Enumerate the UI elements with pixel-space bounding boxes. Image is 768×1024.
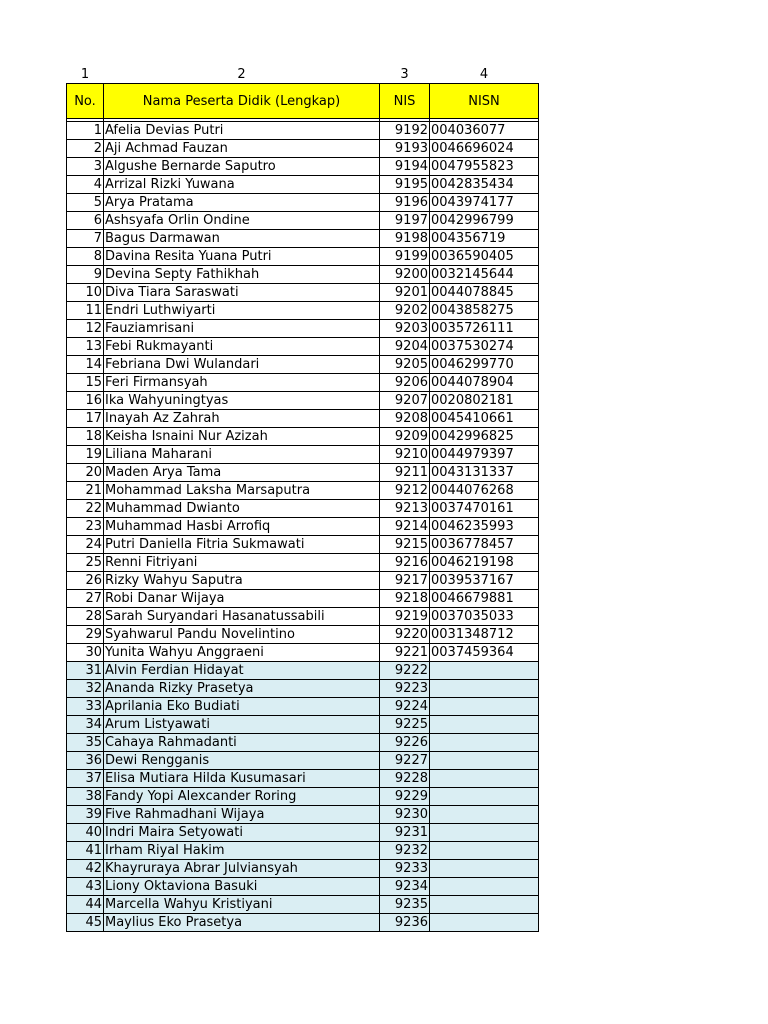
nis-cell[interactable]: 9235	[380, 896, 430, 914]
table-row[interactable]	[67, 140, 539, 158]
student-name-cell[interactable]: Five Rahmadhani Wijaya	[104, 806, 380, 824]
student-name-cell[interactable]: Keisha Isnaini Nur Azizah	[104, 428, 380, 446]
nisn-cell[interactable]: 0046696024	[430, 140, 539, 158]
spreadsheet	[66, 64, 539, 932]
row-number-cell[interactable]: 4	[67, 176, 104, 194]
nis-cell[interactable]: 9236	[380, 914, 430, 932]
table-row[interactable]	[67, 410, 539, 428]
nisn-cell[interactable]	[430, 770, 539, 788]
student-name-cell[interactable]: Bagus Darmawan	[104, 230, 380, 248]
student-name-cell[interactable]: Khayruraya Abrar Julviansyah	[104, 860, 380, 878]
nisn-cell[interactable]	[430, 842, 539, 860]
nisn-cell[interactable]: 0043858275	[430, 302, 539, 320]
table-row[interactable]	[67, 896, 539, 914]
nis-cell[interactable]: 9226	[380, 734, 430, 752]
row-number-cell[interactable]: 6	[67, 212, 104, 230]
row-number-cell[interactable]: 18	[67, 428, 104, 446]
nis-cell[interactable]: 9210	[380, 446, 430, 464]
row-number-cell[interactable]: 14	[67, 356, 104, 374]
row-number-cell[interactable]: 31	[67, 662, 104, 680]
row-number-cell[interactable]: 11	[67, 302, 104, 320]
nisn-cell[interactable]	[430, 878, 539, 896]
student-name-cell[interactable]: Fandy Yopi Alexcander Roring	[104, 788, 380, 806]
student-name-cell[interactable]: Arya Pratama	[104, 194, 380, 212]
row-number-cell[interactable]: 28	[67, 608, 104, 626]
table-row[interactable]	[67, 788, 539, 806]
row-number-cell[interactable]: 21	[67, 482, 104, 500]
table-row[interactable]	[67, 590, 539, 608]
row-number-cell[interactable]: 30	[67, 644, 104, 662]
nis-cell[interactable]: 9214	[380, 518, 430, 536]
student-name-cell[interactable]: Indri Maira Setyowati	[104, 824, 380, 842]
column-number: 1	[80, 67, 90, 82]
nisn-cell[interactable]	[430, 662, 539, 680]
table-row[interactable]	[67, 662, 539, 680]
nisn-cell[interactable]: 0044078845	[430, 284, 539, 302]
student-name-cell[interactable]: Renni Fitriyani	[104, 554, 380, 572]
student-name-cell[interactable]: Robi Danar Wijaya	[104, 590, 380, 608]
table-row[interactable]	[67, 680, 539, 698]
nisn-cell[interactable]: 0042835434	[430, 176, 539, 194]
nis-cell[interactable]: 9233	[380, 860, 430, 878]
nis-cell[interactable]: 9195	[380, 176, 430, 194]
row-number-cell[interactable]: 5	[67, 194, 104, 212]
nisn-cell[interactable]: 0037470161	[430, 500, 539, 518]
student-name-cell[interactable]: Liliana Maharani	[104, 446, 380, 464]
row-number-cell[interactable]: 17	[67, 410, 104, 428]
table-row[interactable]	[67, 752, 539, 770]
student-name-cell[interactable]: Sarah Suryandari Hasanatussabili	[104, 608, 380, 626]
table-row[interactable]	[67, 518, 539, 536]
table-row[interactable]	[67, 320, 539, 338]
nis-cell[interactable]: 9204	[380, 338, 430, 356]
student-name-cell[interactable]: Ananda Rizky Prasetya	[104, 680, 380, 698]
student-rows	[67, 122, 539, 932]
student-name-cell[interactable]: Endri Luthwiyarti	[104, 302, 380, 320]
nisn-cell[interactable]: 0044979397	[430, 446, 539, 464]
nis-cell[interactable]: 9202	[380, 302, 430, 320]
student-name-cell[interactable]: Inayah Az Zahrah	[104, 410, 380, 428]
row-number-cell[interactable]: 15	[67, 374, 104, 392]
student-name-cell[interactable]: Irham Riyal Hakim	[104, 842, 380, 860]
student-name-cell[interactable]: Maden Arya Tama	[104, 464, 380, 482]
nis-cell[interactable]: 9194	[380, 158, 430, 176]
nis-cell[interactable]: 9223	[380, 680, 430, 698]
nisn-cell[interactable]	[430, 752, 539, 770]
student-name-cell[interactable]: Maylius Eko Prasetya	[104, 914, 380, 932]
header-nis: NIS	[380, 84, 430, 119]
row-number-cell[interactable]: 20	[67, 464, 104, 482]
student-name-cell[interactable]: Mohammad Laksha Marsaputra	[104, 482, 380, 500]
row-number-cell[interactable]: 42	[67, 860, 104, 878]
nisn-cell[interactable]: 0046235993	[430, 518, 539, 536]
table-row[interactable]	[67, 842, 539, 860]
nisn-cell[interactable]: 0044076268	[430, 482, 539, 500]
nis-cell[interactable]: 9220	[380, 626, 430, 644]
table-row[interactable]	[67, 860, 539, 878]
table-row[interactable]	[67, 554, 539, 572]
nis-cell[interactable]: 9200	[380, 266, 430, 284]
nis-cell[interactable]: 9229	[380, 788, 430, 806]
student-name-cell[interactable]: Devina Septy Fathikhah	[104, 266, 380, 284]
nisn-cell[interactable]: 0039537167	[430, 572, 539, 590]
row-number-cell[interactable]: 26	[67, 572, 104, 590]
nis-cell[interactable]: 9213	[380, 500, 430, 518]
table-row[interactable]	[67, 464, 539, 482]
header-no: No.	[67, 84, 104, 119]
nis-cell[interactable]: 9217	[380, 572, 430, 590]
table-row[interactable]	[67, 302, 539, 320]
header-nisn: NISN	[430, 84, 539, 119]
nis-cell[interactable]: 9192	[380, 122, 430, 140]
table-row[interactable]	[67, 428, 539, 446]
column-number-row	[67, 64, 539, 84]
nis-cell[interactable]: 9222	[380, 662, 430, 680]
student-name-cell[interactable]: Liony Oktaviona Basuki	[104, 878, 380, 896]
table-row[interactable]	[67, 374, 539, 392]
student-name-cell[interactable]: Muhammad Hasbi Arrofiq	[104, 518, 380, 536]
nis-cell[interactable]: 9216	[380, 554, 430, 572]
student-name-cell[interactable]: Feri Firmansyah	[104, 374, 380, 392]
nisn-cell[interactable]	[430, 734, 539, 752]
table-row[interactable]	[67, 158, 539, 176]
student-name-cell[interactable]: Syahwarul Pandu Novelintino	[104, 626, 380, 644]
nis-cell[interactable]: 9230	[380, 806, 430, 824]
row-number-cell[interactable]: 37	[67, 770, 104, 788]
row-number-cell[interactable]: 24	[67, 536, 104, 554]
nisn-cell[interactable]: 0043131337	[430, 464, 539, 482]
row-number-cell[interactable]: 39	[67, 806, 104, 824]
student-name-cell[interactable]: Fauziamrisani	[104, 320, 380, 338]
nis-cell[interactable]: 9224	[380, 698, 430, 716]
nisn-cell[interactable]	[430, 914, 539, 932]
student-name-cell[interactable]: Arum Listyawati	[104, 716, 380, 734]
header-row	[67, 84, 539, 119]
nis-cell[interactable]: 9228	[380, 770, 430, 788]
table-row[interactable]	[67, 608, 539, 626]
table-row[interactable]	[67, 716, 539, 734]
nisn-cell[interactable]	[430, 824, 539, 842]
row-number-cell[interactable]: 7	[67, 230, 104, 248]
student-name-cell[interactable]: Aji Achmad Fauzan	[104, 140, 380, 158]
table-row[interactable]	[67, 644, 539, 662]
row-number-cell[interactable]: 40	[67, 824, 104, 842]
table-row[interactable]	[67, 248, 539, 266]
student-name-cell[interactable]: Yunita Wahyu Anggraeni	[104, 644, 380, 662]
student-name-cell[interactable]: Dewi Rengganis	[104, 752, 380, 770]
column-number: 4	[479, 67, 489, 82]
nis-cell[interactable]: 9218	[380, 590, 430, 608]
nisn-cell[interactable]: 0037035033	[430, 608, 539, 626]
nis-cell[interactable]: 9207	[380, 392, 430, 410]
nisn-cell[interactable]: 004356719	[430, 230, 539, 248]
nis-cell[interactable]: 9208	[380, 410, 430, 428]
nisn-cell[interactable]: 0047955823	[430, 158, 539, 176]
nis-cell[interactable]: 9212	[380, 482, 430, 500]
table-row[interactable]	[67, 770, 539, 788]
nisn-cell[interactable]: 0032145644	[430, 266, 539, 284]
nisn-cell[interactable]: 0031348712	[430, 626, 539, 644]
nis-cell[interactable]: 9215	[380, 536, 430, 554]
table-row[interactable]	[67, 914, 539, 932]
nis-cell[interactable]: 9221	[380, 644, 430, 662]
header-name: Nama Peserta Didik (Lengkap)	[104, 84, 380, 119]
student-name-cell[interactable]: Febi Rukmayanti	[104, 338, 380, 356]
student-name-cell[interactable]: Davina Resita Yuana Putri	[104, 248, 380, 266]
row-number-cell[interactable]: 29	[67, 626, 104, 644]
nis-cell[interactable]: 9209	[380, 428, 430, 446]
student-name-cell[interactable]: Afelia Devias Putri	[104, 122, 380, 140]
student-name-cell[interactable]: Ashsyafa Orlin Ondine	[104, 212, 380, 230]
row-number-cell[interactable]: 13	[67, 338, 104, 356]
row-number-cell[interactable]: 16	[67, 392, 104, 410]
table-row[interactable]	[67, 266, 539, 284]
student-name-cell[interactable]: Diva Tiara Saraswati	[104, 284, 380, 302]
table-row[interactable]	[67, 734, 539, 752]
nisn-cell[interactable]	[430, 788, 539, 806]
student-name-cell[interactable]: Elisa Mutiara Hilda Kusumasari	[104, 770, 380, 788]
student-table	[66, 64, 539, 932]
student-name-cell[interactable]: Alvin Ferdian Hidayat	[104, 662, 380, 680]
row-number-cell[interactable]: 8	[67, 248, 104, 266]
nis-cell[interactable]: 9219	[380, 608, 430, 626]
table-row[interactable]	[67, 482, 539, 500]
row-number-cell[interactable]: 44	[67, 896, 104, 914]
table-row[interactable]	[67, 230, 539, 248]
row-number-cell[interactable]: 1	[67, 122, 104, 140]
table-row[interactable]	[67, 194, 539, 212]
table-row[interactable]	[67, 212, 539, 230]
row-number-cell[interactable]: 32	[67, 680, 104, 698]
student-name-cell[interactable]: Marcella Wahyu Kristiyani	[104, 896, 380, 914]
nisn-cell[interactable]	[430, 680, 539, 698]
nis-cell[interactable]: 9206	[380, 374, 430, 392]
student-name-cell[interactable]: Putri Daniella Fitria Sukmawati	[104, 536, 380, 554]
table-row[interactable]	[67, 536, 539, 554]
student-name-cell[interactable]: Arrizal Rizki Yuwana	[104, 176, 380, 194]
student-name-cell[interactable]: Ika Wahyuningtyas	[104, 392, 380, 410]
nisn-cell[interactable]: 0020802181	[430, 392, 539, 410]
nis-cell[interactable]: 9201	[380, 284, 430, 302]
column-number: 2	[237, 67, 246, 82]
nis-cell[interactable]: 9232	[380, 842, 430, 860]
nis-cell[interactable]: 9225	[380, 716, 430, 734]
table-row[interactable]	[67, 626, 539, 644]
nis-cell[interactable]: 9203	[380, 320, 430, 338]
nisn-cell[interactable]: 0046679881	[430, 590, 539, 608]
row-number-cell[interactable]: 36	[67, 752, 104, 770]
nisn-cell[interactable]: 0046219198	[430, 554, 539, 572]
nisn-cell[interactable]: 004036077	[430, 122, 539, 140]
table-row[interactable]	[67, 338, 539, 356]
nis-cell[interactable]: 9196	[380, 194, 430, 212]
row-number-cell[interactable]: 38	[67, 788, 104, 806]
nisn-cell[interactable]: 0043974177	[430, 194, 539, 212]
row-number-cell[interactable]: 34	[67, 716, 104, 734]
row-number-cell[interactable]: 9	[67, 266, 104, 284]
student-name-cell[interactable]: Algushe Bernarde Saputro	[104, 158, 380, 176]
nis-cell[interactable]: 9205	[380, 356, 430, 374]
nis-cell[interactable]: 9199	[380, 248, 430, 266]
nis-cell[interactable]: 9234	[380, 878, 430, 896]
row-number-cell[interactable]: 33	[67, 698, 104, 716]
row-number-cell[interactable]: 23	[67, 518, 104, 536]
student-name-cell[interactable]: Rizky Wahyu Saputra	[104, 572, 380, 590]
row-number-cell[interactable]: 41	[67, 842, 104, 860]
table-row[interactable]	[67, 500, 539, 518]
nisn-cell[interactable]	[430, 716, 539, 734]
nisn-cell[interactable]: 0042996825	[430, 428, 539, 446]
table-row[interactable]	[67, 806, 539, 824]
nisn-cell[interactable]: 0042996799	[430, 212, 539, 230]
column-number: 3	[400, 67, 409, 82]
table-row[interactable]	[67, 122, 539, 140]
table-row[interactable]	[67, 392, 539, 410]
row-number-cell[interactable]: 45	[67, 914, 104, 932]
nisn-cell[interactable]	[430, 806, 539, 824]
nisn-cell[interactable]: 0046299770	[430, 356, 539, 374]
row-number-cell[interactable]: 25	[67, 554, 104, 572]
row-number-cell[interactable]: 43	[67, 878, 104, 896]
student-name-cell[interactable]: Aprilania Eko Budiati	[104, 698, 380, 716]
nis-cell[interactable]: 9227	[380, 752, 430, 770]
row-number-cell[interactable]: 19	[67, 446, 104, 464]
table-row[interactable]	[67, 356, 539, 374]
table-row[interactable]	[67, 878, 539, 896]
row-number-cell[interactable]: 12	[67, 320, 104, 338]
nisn-cell[interactable]: 0045410661	[430, 410, 539, 428]
nisn-cell[interactable]	[430, 698, 539, 716]
nis-cell[interactable]: 9198	[380, 230, 430, 248]
table-row[interactable]	[67, 698, 539, 716]
table-row[interactable]	[67, 572, 539, 590]
nisn-cell[interactable]: 0037530274	[430, 338, 539, 356]
table-row[interactable]	[67, 176, 539, 194]
nis-cell[interactable]: 9197	[380, 212, 430, 230]
nis-cell[interactable]: 9211	[380, 464, 430, 482]
table-row[interactable]	[67, 446, 539, 464]
nisn-cell[interactable]	[430, 860, 539, 878]
student-name-cell[interactable]: Febriana Dwi Wulandari	[104, 356, 380, 374]
row-number-cell[interactable]: 27	[67, 590, 104, 608]
nis-cell[interactable]: 9231	[380, 824, 430, 842]
nisn-cell[interactable]: 0037459364	[430, 644, 539, 662]
table-row[interactable]	[67, 284, 539, 302]
row-number-cell[interactable]: 3	[67, 158, 104, 176]
nisn-cell[interactable]: 0036778457	[430, 536, 539, 554]
row-number-cell[interactable]: 22	[67, 500, 104, 518]
table-row[interactable]	[67, 824, 539, 842]
student-name-cell[interactable]: Muhammad Dwianto	[104, 500, 380, 518]
row-number-cell[interactable]: 10	[67, 284, 104, 302]
nisn-cell[interactable]	[430, 896, 539, 914]
nis-cell[interactable]: 9193	[380, 140, 430, 158]
row-number-cell[interactable]: 2	[67, 140, 104, 158]
nisn-cell[interactable]: 0035726111	[430, 320, 539, 338]
row-number-cell[interactable]: 35	[67, 734, 104, 752]
nisn-cell[interactable]: 0044078904	[430, 374, 539, 392]
student-name-cell[interactable]: Cahaya Rahmadanti	[104, 734, 380, 752]
nisn-cell[interactable]: 0036590405	[430, 248, 539, 266]
